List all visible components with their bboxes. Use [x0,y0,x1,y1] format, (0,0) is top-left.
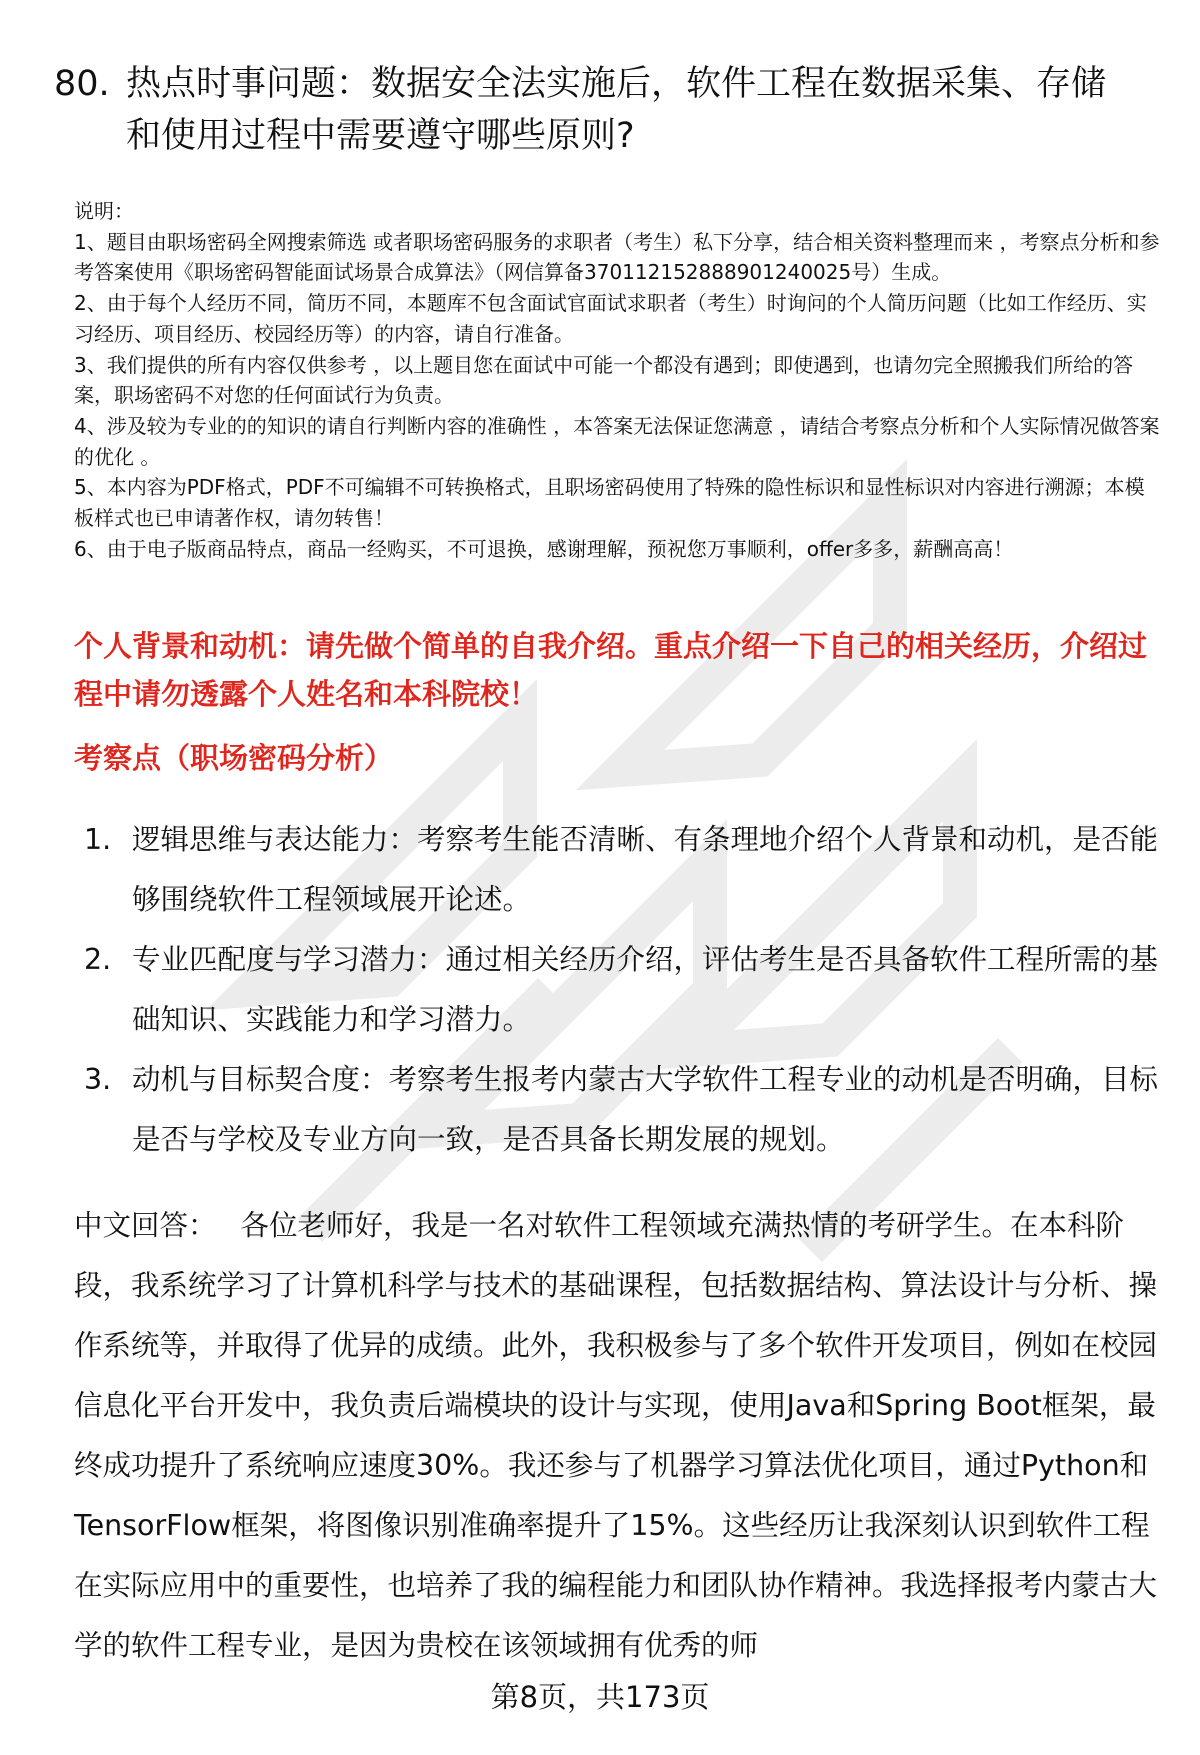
page-number-footer: 第8页，共173页 [490,1680,710,1714]
point-text: 逻辑思维与表达能力：考察考生能否清晰、有条理地介绍个人背景和动机，是否能够围绕软件工程领域展开论述。 [132,823,1159,916]
answer-text: 各位老师好，我是一名对软件工程领域充满热情的考研学生。在本科阶段，我系统学习了计算机科学与技术的基础课程，包括数据结构、算法设计与分析、操作系统等，并取得了优异的成绩。此外，我积极参与了多个软件开发项目，例如在校园信息化平台开发中，我负责后端模块的设计与实现，使用Java和Spring Boot框架，最终成功提升了系统响应速度30%。我还参与了机器学习算法优化项目，通过Python和TensorFlow框架，将图像识别准确率提升了15%。这些经历让我深刻认识到软件工程在实际应用中的重要性，也培养了我的编程能力和团队协作精神。我选择报考内蒙古大学的软件工程专业，是因为贵校在该领域拥有优秀的师 [74,1209,1158,1662]
list-item [84,1050,1164,1170]
question-title [54,58,1154,162]
note-item: 2、由于每个人经历不同，简历不同，本题库不包含面试官面试求职者（考生）时询问的个人简历问题（比如工作经历、实习经历、项目经历、校园经历等）的内容，请自行准备。 [74,291,1147,346]
list-item [84,810,1164,930]
note-item: 5、本内容为PDF格式，PDF不可编辑不可转换格式，且职场密码使用了特殊的隐性标识和显性标识对内容进行溯源；本模板样式也已申请著作权，请勿转售！ [74,475,1145,531]
point-number: 2. [84,943,112,976]
point-number: 1. [84,823,112,856]
question-line-1: 热点时事问题：数据安全法实施后，软件工程在数据采集、存储 [126,64,1107,104]
note-item: 4、涉及较为专业的的知识的请自行判断内容的准确性 ，本答案无法保证您满意 ，请结合考察点分析和个人实际情况做答案的优化 。 [74,413,1160,469]
disclaimer-notes [74,196,1164,564]
point-number: 3. [84,1063,112,1096]
notes-heading: 说明： [74,199,134,223]
analysis-section-title: 考察点（职场密码分析） [74,741,394,775]
analysis-points-list [84,810,1164,1170]
list-item [84,930,1164,1050]
point-text: 专业匹配度与学习潜力：通过相关经历介绍，评估考生是否具备软件工程所需的基础知识、实践能力和学习潜力。 [132,943,1159,1036]
interview-question-heading: 个人背景和动机：请先做个简单的自我介绍。重点介绍一下自己的相关经历，介绍过程中请勿透露个人姓名和本科院校！ [74,629,1148,711]
question-line-2: 和使用过程中需要遵守哪些原则? [126,116,635,156]
question-number: 80. [54,64,110,104]
chinese-answer [74,1196,1164,1676]
note-item: 1、题目由职场密码全网搜索筛选 或者职场密码服务的求职者（考生）私下分享，结合相关资料整理而来 ，考察点分析和参考答案使用《职场密码智能面试场景合成算法》（网信算备370112152888901240025号）生成。 [74,229,1160,285]
answer-label: 中文回答： [74,1209,217,1242]
note-item: 3、我们提供的所有内容仅供参考 ，以上题目您在面试中可能一个都没有遇到；即使遇到，也请勿完全照搬我们所给的答案，职场密码不对您的任何面试行为负责。 [74,352,1134,408]
note-item: 6、由于电子版商品特点，商品一经购买，不可退换，感谢理解，预祝您万事顺利，offer多多，薪酬高高！ [74,536,1014,561]
point-text: 动机与目标契合度：考察考生报考内蒙古大学软件工程专业的动机是否明确，目标是否与学校及专业方向一致，是否具备长期发展的规划。 [132,1063,1159,1156]
